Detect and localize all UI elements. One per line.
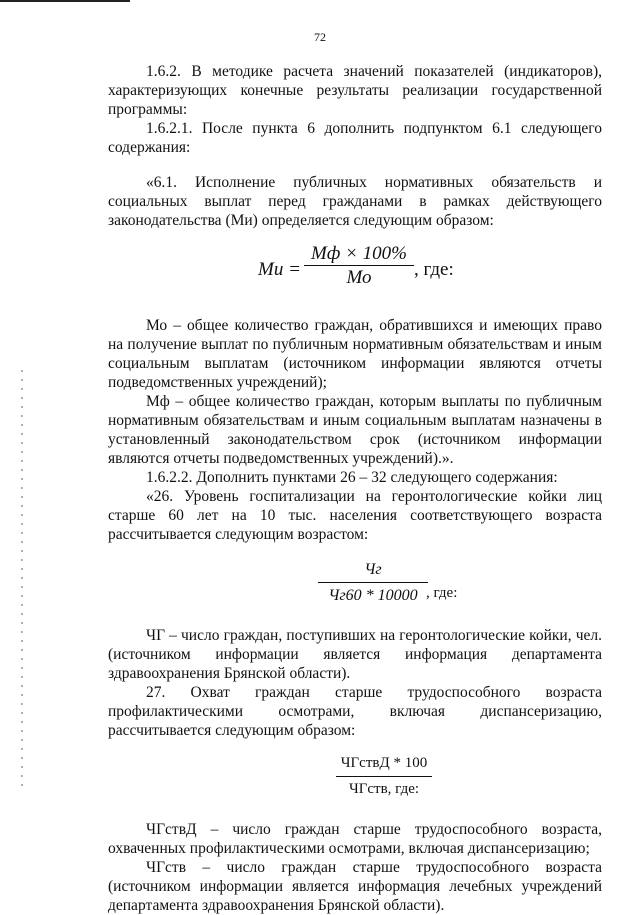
binding-margin-dots	[21, 370, 23, 790]
paragraph-6-1: «6.1. Исполнение публичных нормативных обязательств и социальных выплат перед гражданами в рамках действующего законодательства (Ми) определяется следующим образом:	[108, 174, 602, 229]
document-body	[108, 62, 602, 915]
top-rule	[0, 0, 130, 2]
formula-coverage	[108, 754, 602, 800]
definition-chgstvd: ЧГствД – число граждан старше трудоспособного возраста, охваченных профилактическими осмотрами, включая диспансеризацию;	[108, 821, 602, 857]
definition-mf: Мф – общее количество граждан, которым выплаты по публичным нормативным обязательствам и иным социальным выплатам назначены в установленный законодательством срок (источником информации являются отчеты подведомственных учреждений).».	[108, 393, 602, 467]
formula-mi-numerator: Мф × 100%	[304, 244, 414, 266]
definition-chgstv: ЧГств – число граждан старше трудоспособного возраста (источником информации является информация лечебных учреждений департамента здравоохранения Брянской области).	[108, 859, 602, 914]
paragraph-27: 27. Охват граждан старше трудоспособного возраста профилактическими осмотрами, включая диспансеризацию, рассчитывается следующим образом:	[108, 684, 602, 739]
formula-mi-fraction	[304, 244, 414, 287]
formula-gerontology-denominator: Чг60 * 10000	[328, 587, 418, 604]
formula-mi	[108, 244, 602, 300]
formula-coverage-fraction	[336, 754, 432, 799]
formula-gerontology-fraction	[318, 560, 428, 605]
definition-chg: ЧГ – число граждан, поступивших на геронтологические койки, чел. (источником информации является информация департамента здравоохранения Брянской области).	[108, 627, 602, 682]
paragraph-1-6-2-1: 1.6.2.1. После пункта 6 дополнить подпунктом 6.1 следующего содержания:	[108, 120, 602, 156]
formula-coverage-numerator: ЧГствД * 100	[336, 754, 432, 777]
formula-mi-denominator: Мо	[346, 267, 372, 288]
formula-coverage-denominator: ЧГств, где:	[348, 781, 420, 797]
definition-mo: Мо – общее количество граждан, обратившихся и имеющих право на получение выплат по публичным нормативным обязательствам и иным социальным выплатам (источником информации являются отчеты подведомственных учреждений);	[108, 317, 602, 391]
formula-gerontology	[108, 560, 602, 606]
paragraph-1-6-2-2: 1.6.2.2. Дополнить пунктами 26 – 32 следующего содержания:	[146, 469, 558, 486]
formula-mi-lhs: Ми =	[258, 259, 301, 280]
formula-gerontology-suffix: , где:	[426, 585, 458, 601]
formula-mi-suffix: , где:	[414, 259, 454, 280]
page-number: 72	[314, 30, 326, 44]
paragraph-1-6-2: 1.6.2. В методике расчета значений показателей (индикаторов), характеризующих конечные результаты реализации государственной программы:	[108, 63, 602, 118]
paragraph-26: «26. Уровень госпитализации на геронтологические койки лиц старше 60 лет на 10 тыс. населения соответствующего возраста рассчитывается следующим возрастом:	[108, 488, 602, 543]
formula-gerontology-numerator: Чг	[318, 560, 428, 583]
